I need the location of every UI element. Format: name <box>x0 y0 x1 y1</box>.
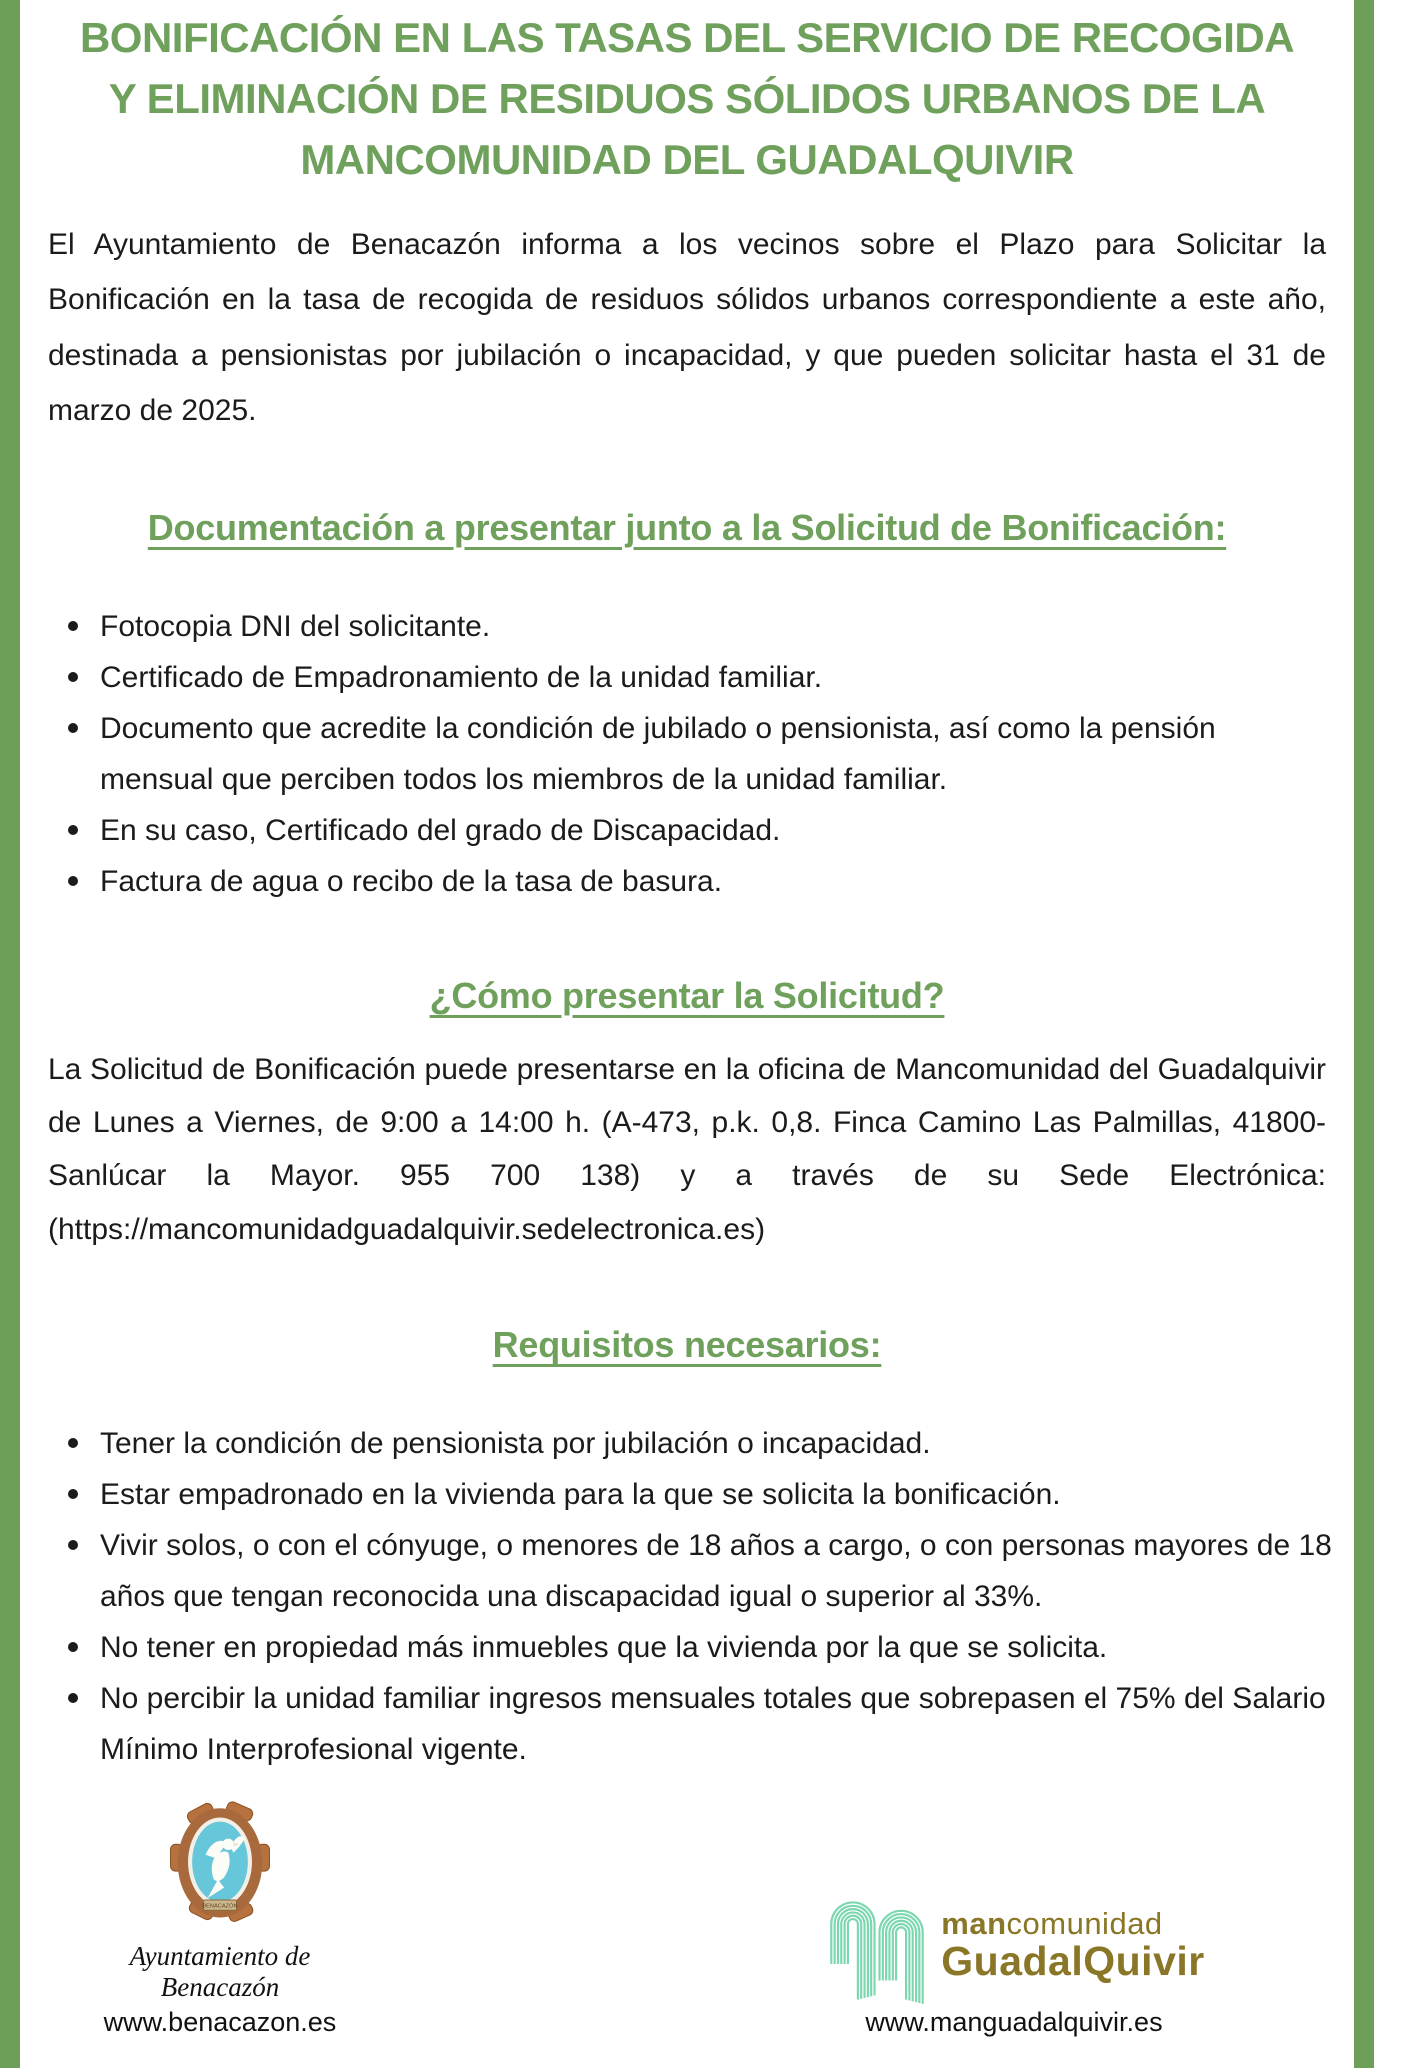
documentacion-list-item: Documento que acredite la condición de jubilado o pensionista, así como la pensión mensual que perciben todos los miembros de la unidad familiar. <box>60 703 1334 805</box>
section-heading-documentacion-text: Documentación a presentar junto a la Solicitud de Bonificación: <box>147 506 1227 548</box>
como-presentar-paragraph: La Solicitud de Bonificación puede presentarse en la oficina de Mancomunidad del Guadalquivir de Lunes a Viernes, de 9:00 a 14:00 h. (A-473, p.k. 0,8. Finca Camino Las Palmillas, 41800-Sanlúcar la Mayor. 955 700 138) y a través de su Sede Electrónica: (https://mancomunidadguadalquivir.sedelectronica.es) <box>48 1052 1326 1246</box>
title-line-3: MANCOMUNIDAD DEL GUADALQUIVIR <box>300 135 1074 183</box>
section-heading-requisitos <box>30 1324 1344 1366</box>
mancomunidad-website: www.manguadalquivir.es <box>865 2007 1163 2038</box>
page-title <box>30 8 1344 191</box>
documentacion-list-item: En su caso, Certificado del grado de Discapacidad. <box>60 805 1334 856</box>
documentacion-list-item: Factura de agua o recibo de la tasa de basura. <box>60 856 1334 907</box>
benacazon-logo-block <box>70 1801 370 2038</box>
mancomunidad-m-icon <box>823 1879 931 2009</box>
section-heading-como-presentar <box>30 975 1344 1017</box>
benacazon-crest-icon <box>168 1801 272 1933</box>
mancomunidad-wordmark: mancomunidad <box>941 1905 1163 1941</box>
svg-text:BENACAZÓN: BENACAZÓN <box>202 1903 238 1910</box>
title-line-2: Y ELIMINACIÓN DE RESIDUOS SÓLIDOS URBANOS DE LA <box>108 74 1266 122</box>
section-heading-requisitos-text: Requisitos necesarios: <box>492 1324 882 1366</box>
mancomunidad-logo-block <box>804 1879 1224 2038</box>
requisitos-list-item: Tener la condición de pensionista por jubilación o incapacidad. <box>60 1418 1334 1469</box>
guadalquivir-wordmark: GuadalQuivir <box>941 1938 1205 1985</box>
benacazon-website: www.benacazon.es <box>103 2007 337 2038</box>
documentacion-list-item: Fotocopia DNI del solicitante. <box>60 601 1334 652</box>
title-line-1: BONIFICACIÓN EN LAS TASAS DEL SERVICIO DE RECOGIDA <box>79 14 1295 61</box>
requisitos-list <box>60 1418 1334 1775</box>
requisitos-list-item: Vivir solos, o con el cónyuge, o menores de 18 años a cargo, o con personas mayores de 18 años que tengan reconocida una discapacidad igual o superior al 33%. <box>60 1520 1334 1622</box>
requisitos-list-item: Estar empadronado en la vivienda para la que se solicita la bonificación. <box>60 1469 1334 1520</box>
requisitos-list-item: No tener en propiedad más inmuebles que la vivienda por la que se solicita. <box>60 1622 1334 1673</box>
documentacion-list-item: Certificado de Empadronamiento de la unidad familiar. <box>60 652 1334 703</box>
footer <box>70 1801 1224 2038</box>
requisitos-list-item: No percibir la unidad familiar ingresos mensuales totales que sobrepasen el 75% del Salario Mínimo Interprofesional vigente. <box>60 1673 1334 1775</box>
benacazon-caption: Ayuntamiento de Benacazón <box>129 1941 311 2003</box>
intro-paragraph: El Ayuntamiento de Benacazón informa a los vecinos sobre el Plazo para Solicitar la Bonificación en la tasa de recogida de residuos sólidos urbanos correspondiente a este año, destinada a pensionistas por jubilación o incapacidad, y que pueden solicitar hasta el 31 de marzo de 2025. <box>48 227 1326 428</box>
section-heading-documentacion <box>30 507 1344 549</box>
section-heading-como-presentar-text: ¿Cómo presentar la Solicitud? <box>429 974 945 1016</box>
documentacion-list <box>60 601 1334 907</box>
mancomunidad-brand-text <box>941 1905 1205 2010</box>
